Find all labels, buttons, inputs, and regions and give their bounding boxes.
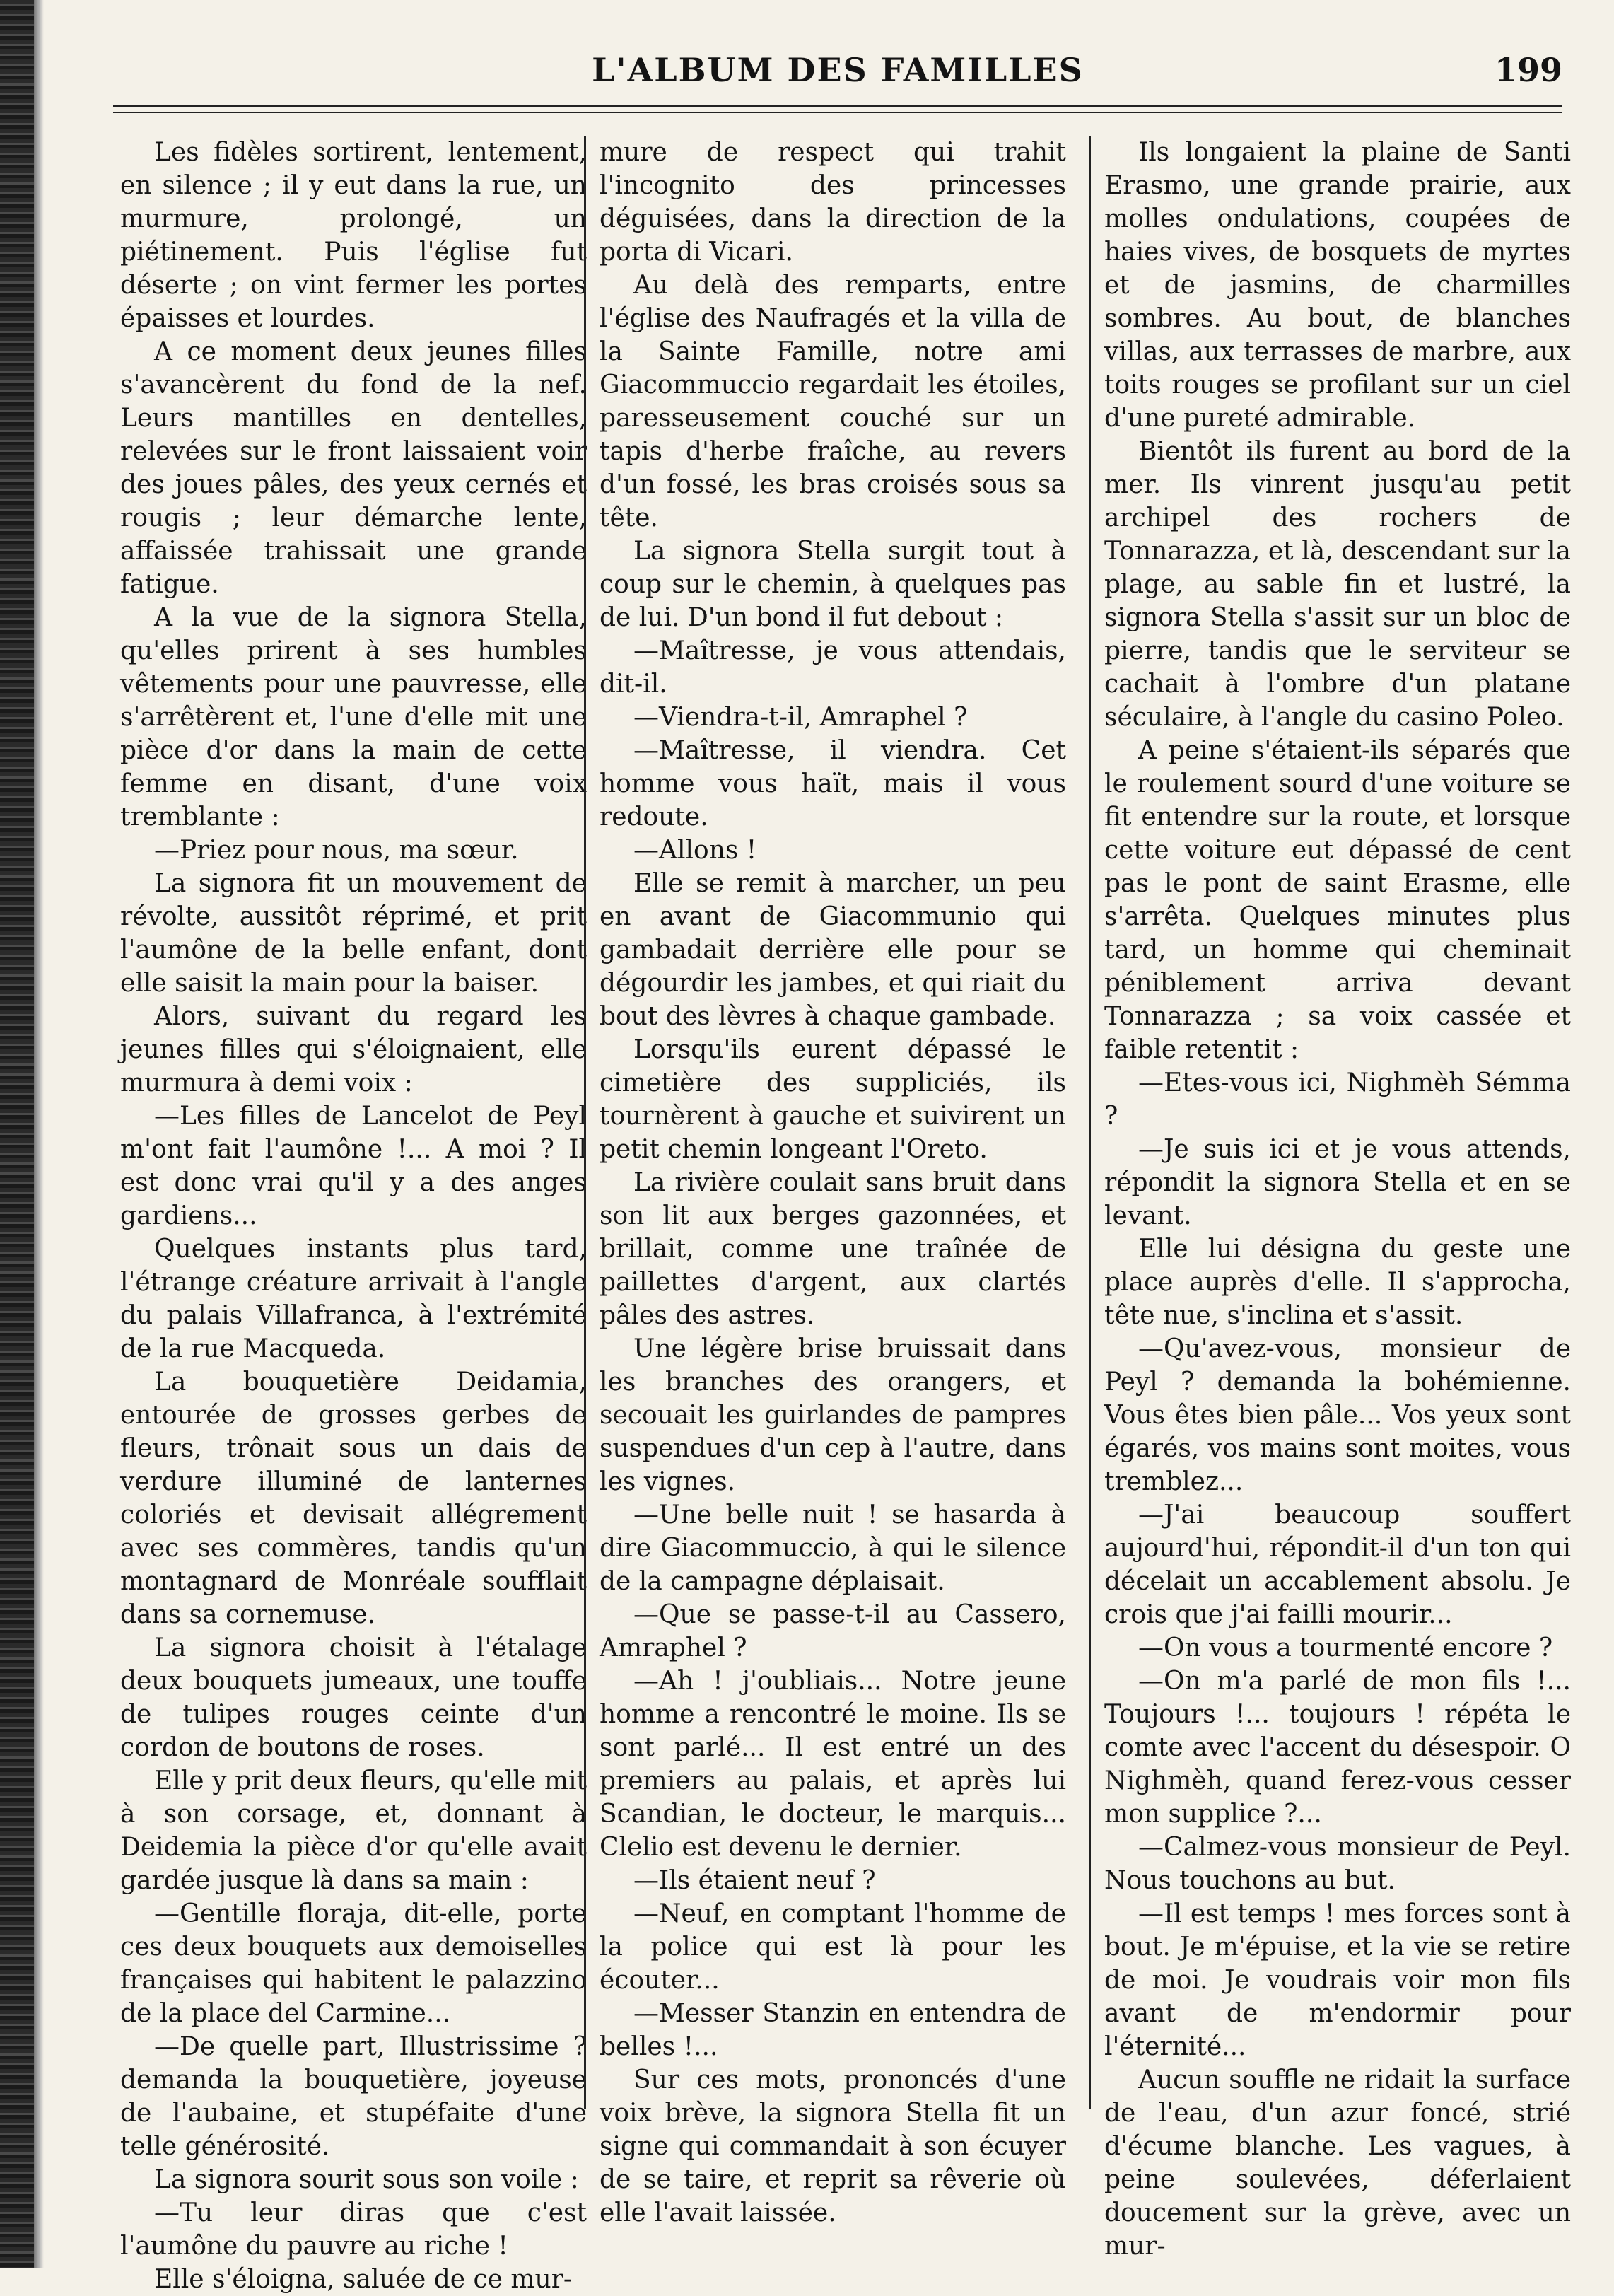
paragraph: Les fidèles sortirent, lentement, en silence ; il y eut dans la rue, un murmure, prolongé, un piétinement. Puis l'église fut déserte ; on vint fermer les portes épaisses et lourdes. [120,138,587,333]
header-rule [113,105,1562,107]
paragraph: —On vous a tourmenté encore ? [1138,1633,1553,1662]
paragraph: Bientôt ils furent au bord de la mer. Ils vinrent jusqu'au petit archipel des rochers de Tonnarazza, et là, descendant sur la plage, au sable fin et lustré, la signora Stella s'assit sur un bloc de pierre, tandis que le serviteur se cachait à l'ombre d'un platane séculaire, à l'angle du casino Poleo. [1104,437,1571,732]
paragraph: —Ah ! j'oubliais... Notre jeune homme a rencontré le moine. Ils se sont parlé... Il est entré un des premiers au palais, et après lui Scandian, le docteur, le marquis... Clelio est devenu le dernier. [600,1667,1066,1862]
paragraph: —Qu'avez-vous, monsieur de Peyl ? demanda la bohémienne. Vous êtes bien pâle... Vos yeux sont égarés, vos mains sont moites, vous tremblez... [1104,1334,1571,1496]
paragraph: Elle y prit deux fleurs, qu'elle mit à son corsage, et, donnant à Deidemia la pièce d'or qu'elle avait gardée jusque là dans sa main : [120,1766,587,1895]
paragraph: —Une belle nuit ! se hasarda à dire Giacommuccio, à qui le silence de la campagne déplaisait. [600,1500,1066,1596]
paragraph: La signora choisit à l'étalage deux bouquets jumeaux, une touffe de tulipes rouges ceinte d'un cordon de boutons de roses. [120,1633,587,1762]
paragraph: Elle s'éloigna, saluée de ce mur- [154,2265,573,2294]
paragraph: —Ils étaient neuf ? [633,1866,876,1895]
paragraph: —On m'a parlé de mon fils !... Toujours !... toujours ! répéta le comte avec l'accent du désespoir. O Nighmèh, quand ferez-vous cesser mon supplice ?... [1104,1667,1571,1829]
paragraph: Aucun souffle ne ridait la surface de l'eau, d'un azur foncé, strié d'écume blanche. Les vagues, à peine soulevées, déferlaient doucement sur la grève, avec un mur- [1104,2065,1571,2261]
paragraph: mure de respect qui trahit l'incognito des princesses déguisées, dans la direction de la porta di Vicari. [600,138,1066,267]
paragraph: —Messer Stanzin en entendra de belles !... [600,1999,1066,2061]
paragraph: —Priez pour nous, ma sœur. [154,836,519,865]
paragraph: Alors, suivant du regard les jeunes filles qui s'éloignaient, elle murmura à demi voix : [120,1002,587,1097]
paragraph: —Viendra-t-il, Amraphel ? [633,703,968,732]
text-column-1 [120,136,587,2294]
paragraph: Sur ces mots, prononcés d'une voix brève, la signora Stella fit un signe qui commandait à son écuyer de se taire, et reprit sa rêverie où elle l'avait laissée. [600,2065,1066,2227]
running-title: L'ALBUM DES FAMILLES [592,51,1084,89]
paragraph: A ce moment deux jeunes filles s'avancèrent du fond de la nef. Leurs mantilles en dentelles, relevées sur le front laissaient voir des joues pâles, des yeux cernés et rougis ; leur démarche lente, affaissée trahissait une grande fatigue. [120,337,587,599]
paragraph: A la vue de la signora Stella, qu'elles prirent à ses humbles vêtements pour une pauvresse, elle s'arrêtèrent et, l'une d'elle mit une pièce d'or dans la main de cette femme en disant, d'une voix tremblante : [120,603,587,832]
paragraph: —Il est temps ! mes forces sont à bout. Je m'épuise, et la vie se retire de moi. Je voudrais voir mon fils avant de m'endormir pour l'éternité... [1104,1899,1571,2061]
paragraph: La rivière coulait sans bruit dans son lit aux berges gazonnées, et brillait, comme une traînée de paillettes d'argent, aux clartés pâles des astres. [600,1168,1066,1330]
paragraph: Quelques instants plus tard, l'étrange créature arrivait à l'angle du palais Villafranca, à l'extrémité de la rue Macqueda. [120,1235,587,1363]
paragraph: —Maîtresse, il viendra. Cet homme vous haït, mais il vous redoute. [600,736,1066,832]
paragraph: Elle se remit à marcher, un peu en avant de Giacommunio qui gambadait derrière elle pour se dégourdir les jambes, et qui riait du bout des lèvres à chaque gambade. [600,869,1066,1031]
paragraph: —Les filles de Lancelot de Peyl m'ont fait l'aumône !... A moi ? Il est donc vrai qu'il y a des anges gardiens... [120,1102,587,1230]
book-binding [0,0,34,2268]
column-divider [584,136,586,2109]
page-number: 199 [1494,51,1562,89]
paragraph: La signora sourit sous son voile : [154,2165,579,2194]
text-column-3 [1104,136,1571,2261]
header-rule-thin [113,112,1562,113]
paragraph: —Calmez-vous monsieur de Peyl. Nous touchons au but. [1104,1833,1571,1895]
paragraph: —Maîtresse, je vous attendais, dit-il. [600,636,1066,699]
paragraph: La signora Stella surgit tout à coup sur le chemin, à quelques pas de lui. D'un bond il fut debout : [600,537,1066,632]
text-column-2 [600,136,1066,2227]
paragraph: La bouquetière Deidamia, entourée de grosses gerbes de fleurs, trônait sous un dais de verdure illuminé de lanternes coloriés et devisait allégrement avec ses commères, tandis qu'un montagnard de Monréale soufflait dans sa cornemuse. [120,1368,587,1629]
paragraph: —Que se passe-t-il au Cassero, Amraphel ? [600,1600,1066,1662]
paragraph: Elle lui désigna du geste une place auprès d'elle. Il s'approcha, tête nue, s'inclina et s'assit. [1104,1235,1571,1330]
column-divider [1089,136,1091,2109]
paragraph: —J'ai beaucoup souffert aujourd'hui, répondit-il d'un ton qui décelait un accablement absolu. Je crois que j'ai failli mourir... [1104,1500,1571,1629]
paragraph: —Neuf, en comptant l'homme de la police qui est là pour les écouter... [600,1899,1066,1995]
paragraph: —Allons ! [633,836,757,865]
paragraph: La signora fit un mouvement de révolte, aussitôt réprimé, et prit l'aumône de la belle enfant, dont elle saisit la main pour la baiser. [120,869,587,998]
paragraph: —Je suis ici et je vous attends, répondit la signora Stella et en se levant. [1104,1135,1571,1230]
paragraph: A peine s'étaient-ils séparés que le roulement sourd d'une voiture se fit entendre sur la route, et lorsque cette voiture eut dépassé de cent pas le pont de saint Erasme, elle s'arrêta. Quelques minutes plus tard, un homme qui cheminait péniblement arriva devant Tonnarazza ; sa voix cassée et faible retentit : [1104,736,1571,1064]
paragraph: Ils longaient la plaine de Santi Erasmo, une grande prairie, aux molles ondulations, coupées de haies vives, de bosquets de myrtes et de jasmins, de charmilles sombres. Au bout, de blanches villas, aux terrasses de marbre, aux toits rouges se profilant sur un ciel d'une pureté admirable. [1104,138,1571,433]
paragraph: Une légère brise bruissait dans les branches des orangers, et secouait les guirlandes de pampres suspendues d'un cep à l'autre, dans les vignes. [600,1334,1066,1496]
paragraph: —Gentille floraja, dit-elle, porte ces deux bouquets aux demoiselles françaises qui habitent le palazzino de la place del Carmine... [120,1899,587,2028]
page-gutter [34,0,44,2268]
paragraph: —Tu leur diras que c'est l'aumône du pauvre au riche ! [120,2198,587,2261]
page-header [113,51,1562,100]
paragraph: Lorsqu'ils eurent dépassé le cimetière des suppliciés, ils tournèrent à gauche et suivirent un petit chemin longeant l'Oreto. [600,1035,1066,1164]
paragraph: —Etes-vous ici, Nighmèh Sémma ? [1104,1068,1571,1131]
paragraph: Au delà des remparts, entre l'église des Naufragés et la villa de la Sainte Famille, notre ami Giacommuccio regardait les étoiles, paresseusement couché sur un tapis d'herbe fraîche, au revers d'un fossé, les bras croisés sous sa tête. [600,271,1066,532]
paragraph: —De quelle part, Illustrissime ? demanda la bouquetière, joyeuse de l'aubaine, et stupéfaite d'une telle générosité. [120,2032,587,2161]
